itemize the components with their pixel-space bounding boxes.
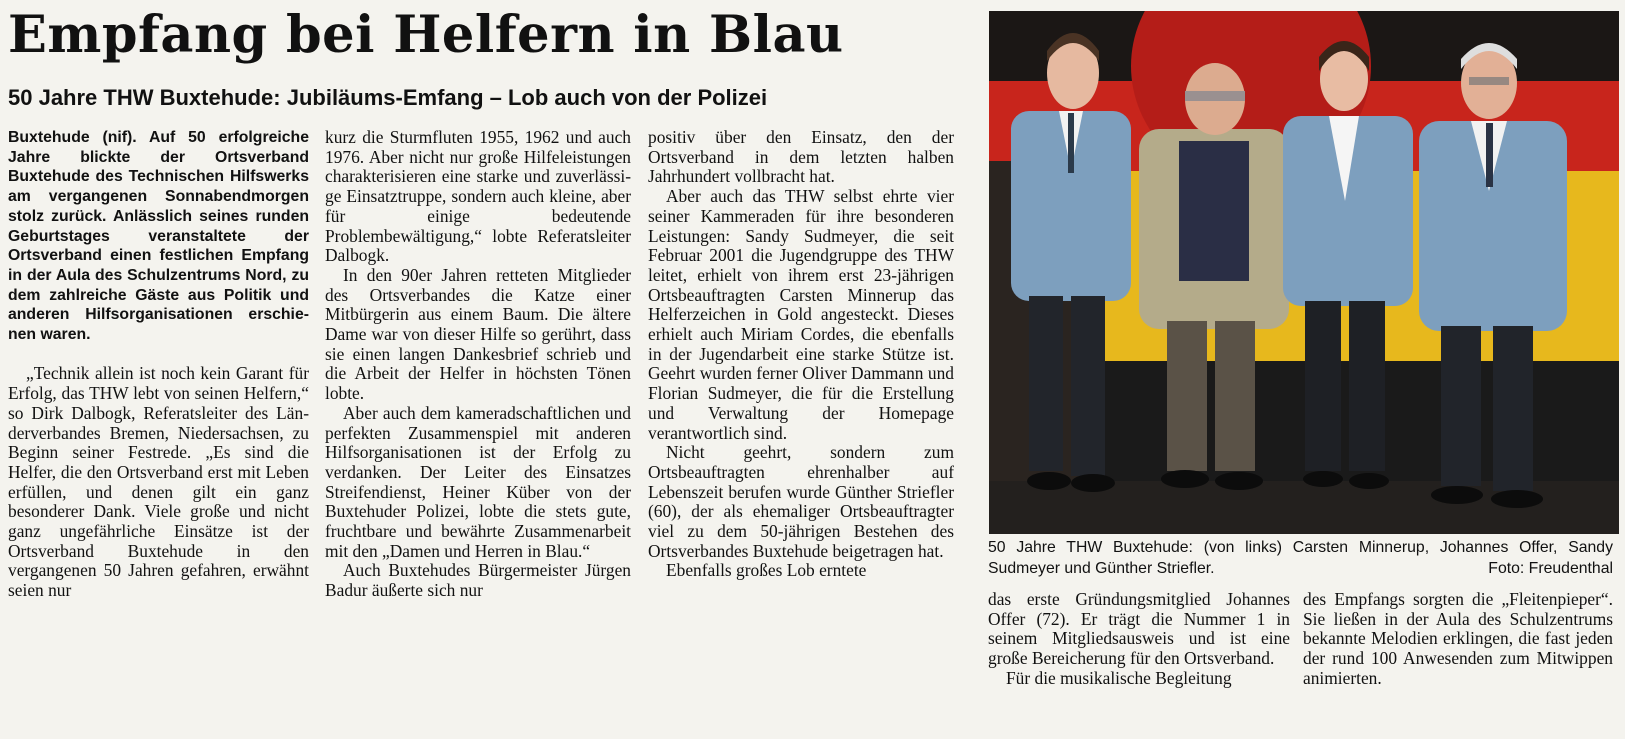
article-column-4 [988,590,1290,736]
body-paragraph: Ebenfalls großes Lob erntete [666,560,867,581]
subheadline: 50 Jahre THW Buxtehude: Jubiläums-Emfang – Lob auch von der Polizei [8,85,768,110]
body-paragraph: Nicht geehrt, sondern zum Ortsbeauftragten ehrenhalber auf Lebenszeit berufen wurde Günther Striefler (60), der als ehemaliger Ortsbeauftragter viel zu dem 50-jährigen Bestehen des Ortsverbandes Buxtehude beigetragen hat. [648,442,954,561]
body-paragraph: das erste Gründungsmitglied Johannes Offer (72). Er trägt die Nummer 1 in seinem Mitgliedsausweis und ist eine große Bereicherung für den Ortsverband. [988,590,1290,669]
article-column-1 [8,128,309,736]
body-paragraph: „Technik allein ist noch kein Garant für Erfolg, das THW lebt von seinen Helfern,“ so Dirk Dalbogk, Referatsleiter des Länderverbandes Bremen, Niedersachsen, zu Beginn seiner Festrede. „Es sind die Helfer, die den Ortsverband erst mit Leben erfüllen, und denen gilt ein ganz besonderer Dank. Viele große und nicht ganz ungefährliche Einsätze ist der Ortsverband Buxtehude in den vergangenen 50 Jahren gefahren, erwähnt seien nur [8,363,309,601]
caption-text: 50 Jahre THW Buxtehude: (von links) Carsten Minnerup, Johannes Offer, Sandy Sudmeyer und Günther Striefler. [988,539,1613,577]
article-column-3 [648,128,954,736]
body-paragraph: kurz die Sturmfluten 1955, 1962 und auch 1976. Aber nicht nur große Hilfeleistungen charakterisieren eine starke und zuverlässige Einsatztruppe, sondern auch kleine, aber für einige bedeutende Problembewältigung,“ lobte Referatsleiter Dalbogk. [325,128,631,266]
headline: Empfang bei Helfern in Blau [8,5,844,65]
article-column-5 [1303,590,1613,736]
body-paragraph: In den 90er Jahren retteten Mitglieder des Ortsverbandes die Katze einer Mitbürgerin aus einem Baum. Die ältere Dame war von dieser Hilfe so gerührt, dass sie einen langen Dankesbrief schrieb und die Arbeit der Helfer in höchsten Tönen lobte. [325,264,631,404]
body-paragraph: positiv über den Einsatz, den der Ortsverband in dem letzten halben Jahrhundert vollbracht hat. [648,128,954,187]
article-column-2 [325,128,631,736]
body-paragraph: des Empfangs sorgten die „Fleitenpieper“. Sie ließen in der Aula des Schulzentrums bekannte Melodien erklingen, die fast jeden der rund 100 Anwesenden zum Mitwippen animierten. [1303,590,1613,688]
body-paragraph: Aber auch das THW selbst ehrte vier seiner Kammeraden für ihre besonderen Leistungen: Sandy Sudmeyer, die seit Februar 2001 die Jugendgruppe des THW leitet, erhielt von ihrem erst 23-jährigen Ortsbeauftragten Carsten Minnerup das Helferzeichen in Gold angesteckt. Dieses erhielt auch Miriam Cordes, die ebenfalls in der Jugendarbeit eine starke Stütze ist. Geehrt wurden ferner Oliver Dammann und Florian Sudmeyer, die für die Erstellung und Verwaltung der Homepage verantwortlich sind. [648,186,954,443]
body-paragraph: Aber auch dem kameradschaftlichen und perfekten Zusammenspiel mit anderen Hilfsorganisationen ist der Erfolg zu verdanken. Der Leiter des Einsatzes Streifendienst, Heiner Küber von der Buxtehuder Polizei, lobte die stets gute, fruchtbare und bewährte Zusammenarbeit mit den „Damen und Herren in Blau.“ [325,402,631,561]
group-photo [989,11,1619,534]
photo-caption [988,537,1613,579]
body-paragraph: Für die musikalische Begleitung [1006,667,1232,688]
photo-illustration [989,11,1619,534]
body-paragraph: Auch Buxtehudes Bürgermeister Jürgen Badur äußerte sich nur [325,560,631,601]
lead-paragraph: Buxtehude (nif). Auf 50 erfolgreiche Jahre blickte der Ortsverband Buxtehude des Technischen Hilfswerks am vergangenen Sonnabendmorgen stolz zurück. Anlässlich seines runden Geburtstages veranstaltete der Ortsverband einen festlichen Empfang in der Aula des Schulzentrums Nord, zu dem zahlreiche Gäste aus Politik und anderen Hilfsorganisationen erschienen waren. [8,129,309,344]
photo-credit: Foto: Freudenthal [1488,560,1613,577]
